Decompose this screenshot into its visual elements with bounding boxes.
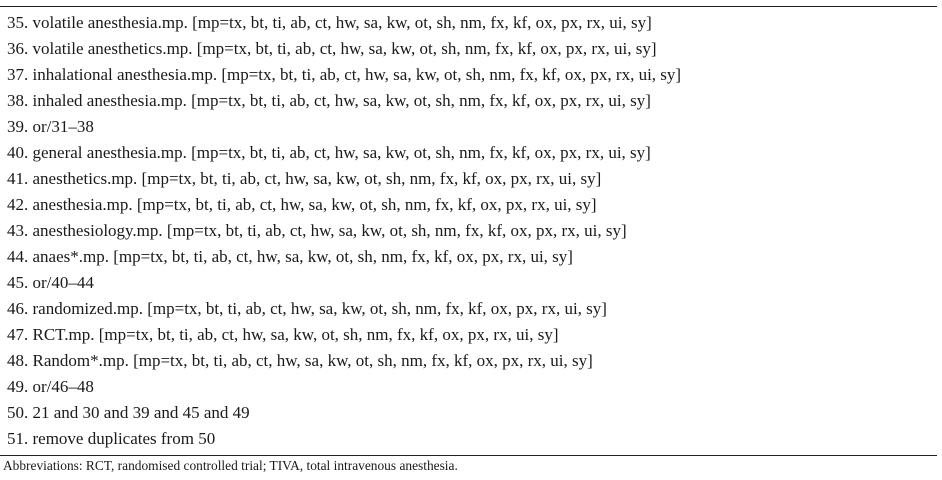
table-row [0, 114, 937, 140]
table-footnote: Abbreviations: RCT, randomised controlled trial; TIVA, total intravenous anesthesia. [3, 458, 458, 473]
table-row [0, 426, 937, 452]
table-row [0, 374, 937, 400]
table-row [0, 400, 937, 426]
row-number: 47. [7, 325, 29, 344]
row-number: 39. [7, 117, 29, 136]
table-row [0, 322, 937, 348]
row-query: inhaled anesthesia.mp. [mp=tx, bt, ti, ab, ct, hw, sa, kw, ot, sh, nm, fx, kf, ox, px, rx, ui, sy] [32, 91, 651, 110]
table-row [0, 244, 937, 270]
row-query: or/46–48 [32, 377, 94, 396]
row-query: anaes*.mp. [mp=tx, bt, ti, ab, ct, hw, sa, kw, ot, sh, nm, fx, kf, ox, px, rx, ui, sy] [32, 247, 573, 266]
table-row [0, 88, 937, 114]
row-number: 45. [7, 273, 29, 292]
table-row [0, 166, 937, 192]
table-row [0, 36, 937, 62]
row-number: 35. [7, 13, 29, 32]
search-strategy-table [0, 6, 937, 456]
row-number: 48. [7, 351, 29, 370]
row-query: Random*.mp. [mp=tx, bt, ti, ab, ct, hw, sa, kw, ot, sh, nm, fx, kf, ox, px, rx, ui, sy] [32, 351, 593, 370]
row-number: 37. [7, 65, 29, 84]
row-number: 43. [7, 221, 29, 240]
row-query: 21 and 30 and 39 and 45 and 49 [32, 403, 250, 422]
row-number: 41. [7, 169, 29, 188]
row-number: 44. [7, 247, 29, 266]
table-row [0, 218, 937, 244]
row-query: anesthetics.mp. [mp=tx, bt, ti, ab, ct, hw, sa, kw, ot, sh, nm, fx, kf, ox, px, rx, ui, sy] [32, 169, 602, 188]
row-query: volatile anesthesia.mp. [mp=tx, bt, ti, ab, ct, hw, sa, kw, ot, sh, nm, fx, kf, ox, px, rx, ui, sy] [32, 13, 652, 32]
bottom-rule [0, 455, 937, 456]
row-number: 51. [7, 429, 29, 448]
table-row [0, 10, 937, 36]
row-query: RCT.mp. [mp=tx, bt, ti, ab, ct, hw, sa, kw, ot, sh, nm, fx, kf, ox, px, rx, ui, sy] [32, 325, 559, 344]
table-row [0, 140, 937, 166]
row-query: or/31–38 [32, 117, 94, 136]
row-number: 50. [7, 403, 29, 422]
row-query: inhalational anesthesia.mp. [mp=tx, bt, ti, ab, ct, hw, sa, kw, ot, sh, nm, fx, kf, ox, px, rx, ui, sy] [32, 65, 682, 84]
table-row [0, 348, 937, 374]
table-rows [0, 7, 937, 455]
row-number: 49. [7, 377, 29, 396]
row-query: general anesthesia.mp. [mp=tx, bt, ti, ab, ct, hw, sa, kw, ot, sh, nm, fx, kf, ox, px, rx, ui, sy] [32, 143, 651, 162]
row-query: or/40–44 [32, 273, 94, 292]
table-row [0, 62, 937, 88]
row-number: 46. [7, 299, 29, 318]
row-number: 42. [7, 195, 29, 214]
table-row [0, 296, 937, 322]
row-number: 38. [7, 91, 29, 110]
row-query: remove duplicates from 50 [32, 429, 216, 448]
row-query: randomized.mp. [mp=tx, bt, ti, ab, ct, hw, sa, kw, ot, sh, nm, fx, kf, ox, px, rx, ui, sy] [32, 299, 607, 318]
row-number: 36. [7, 39, 29, 58]
row-number: 40. [7, 143, 29, 162]
row-query: anesthesia.mp. [mp=tx, bt, ti, ab, ct, hw, sa, kw, ot, sh, nm, fx, kf, ox, px, rx, ui, sy] [32, 195, 597, 214]
table-row [0, 192, 937, 218]
row-query: anesthesiology.mp. [mp=tx, bt, ti, ab, ct, hw, sa, kw, ot, sh, nm, fx, kf, ox, px, rx, ui, sy] [32, 221, 627, 240]
row-query: volatile anesthetics.mp. [mp=tx, bt, ti, ab, ct, hw, sa, kw, ot, sh, nm, fx, kf, ox, px, rx, ui, sy] [32, 39, 657, 58]
table-row [0, 270, 937, 296]
